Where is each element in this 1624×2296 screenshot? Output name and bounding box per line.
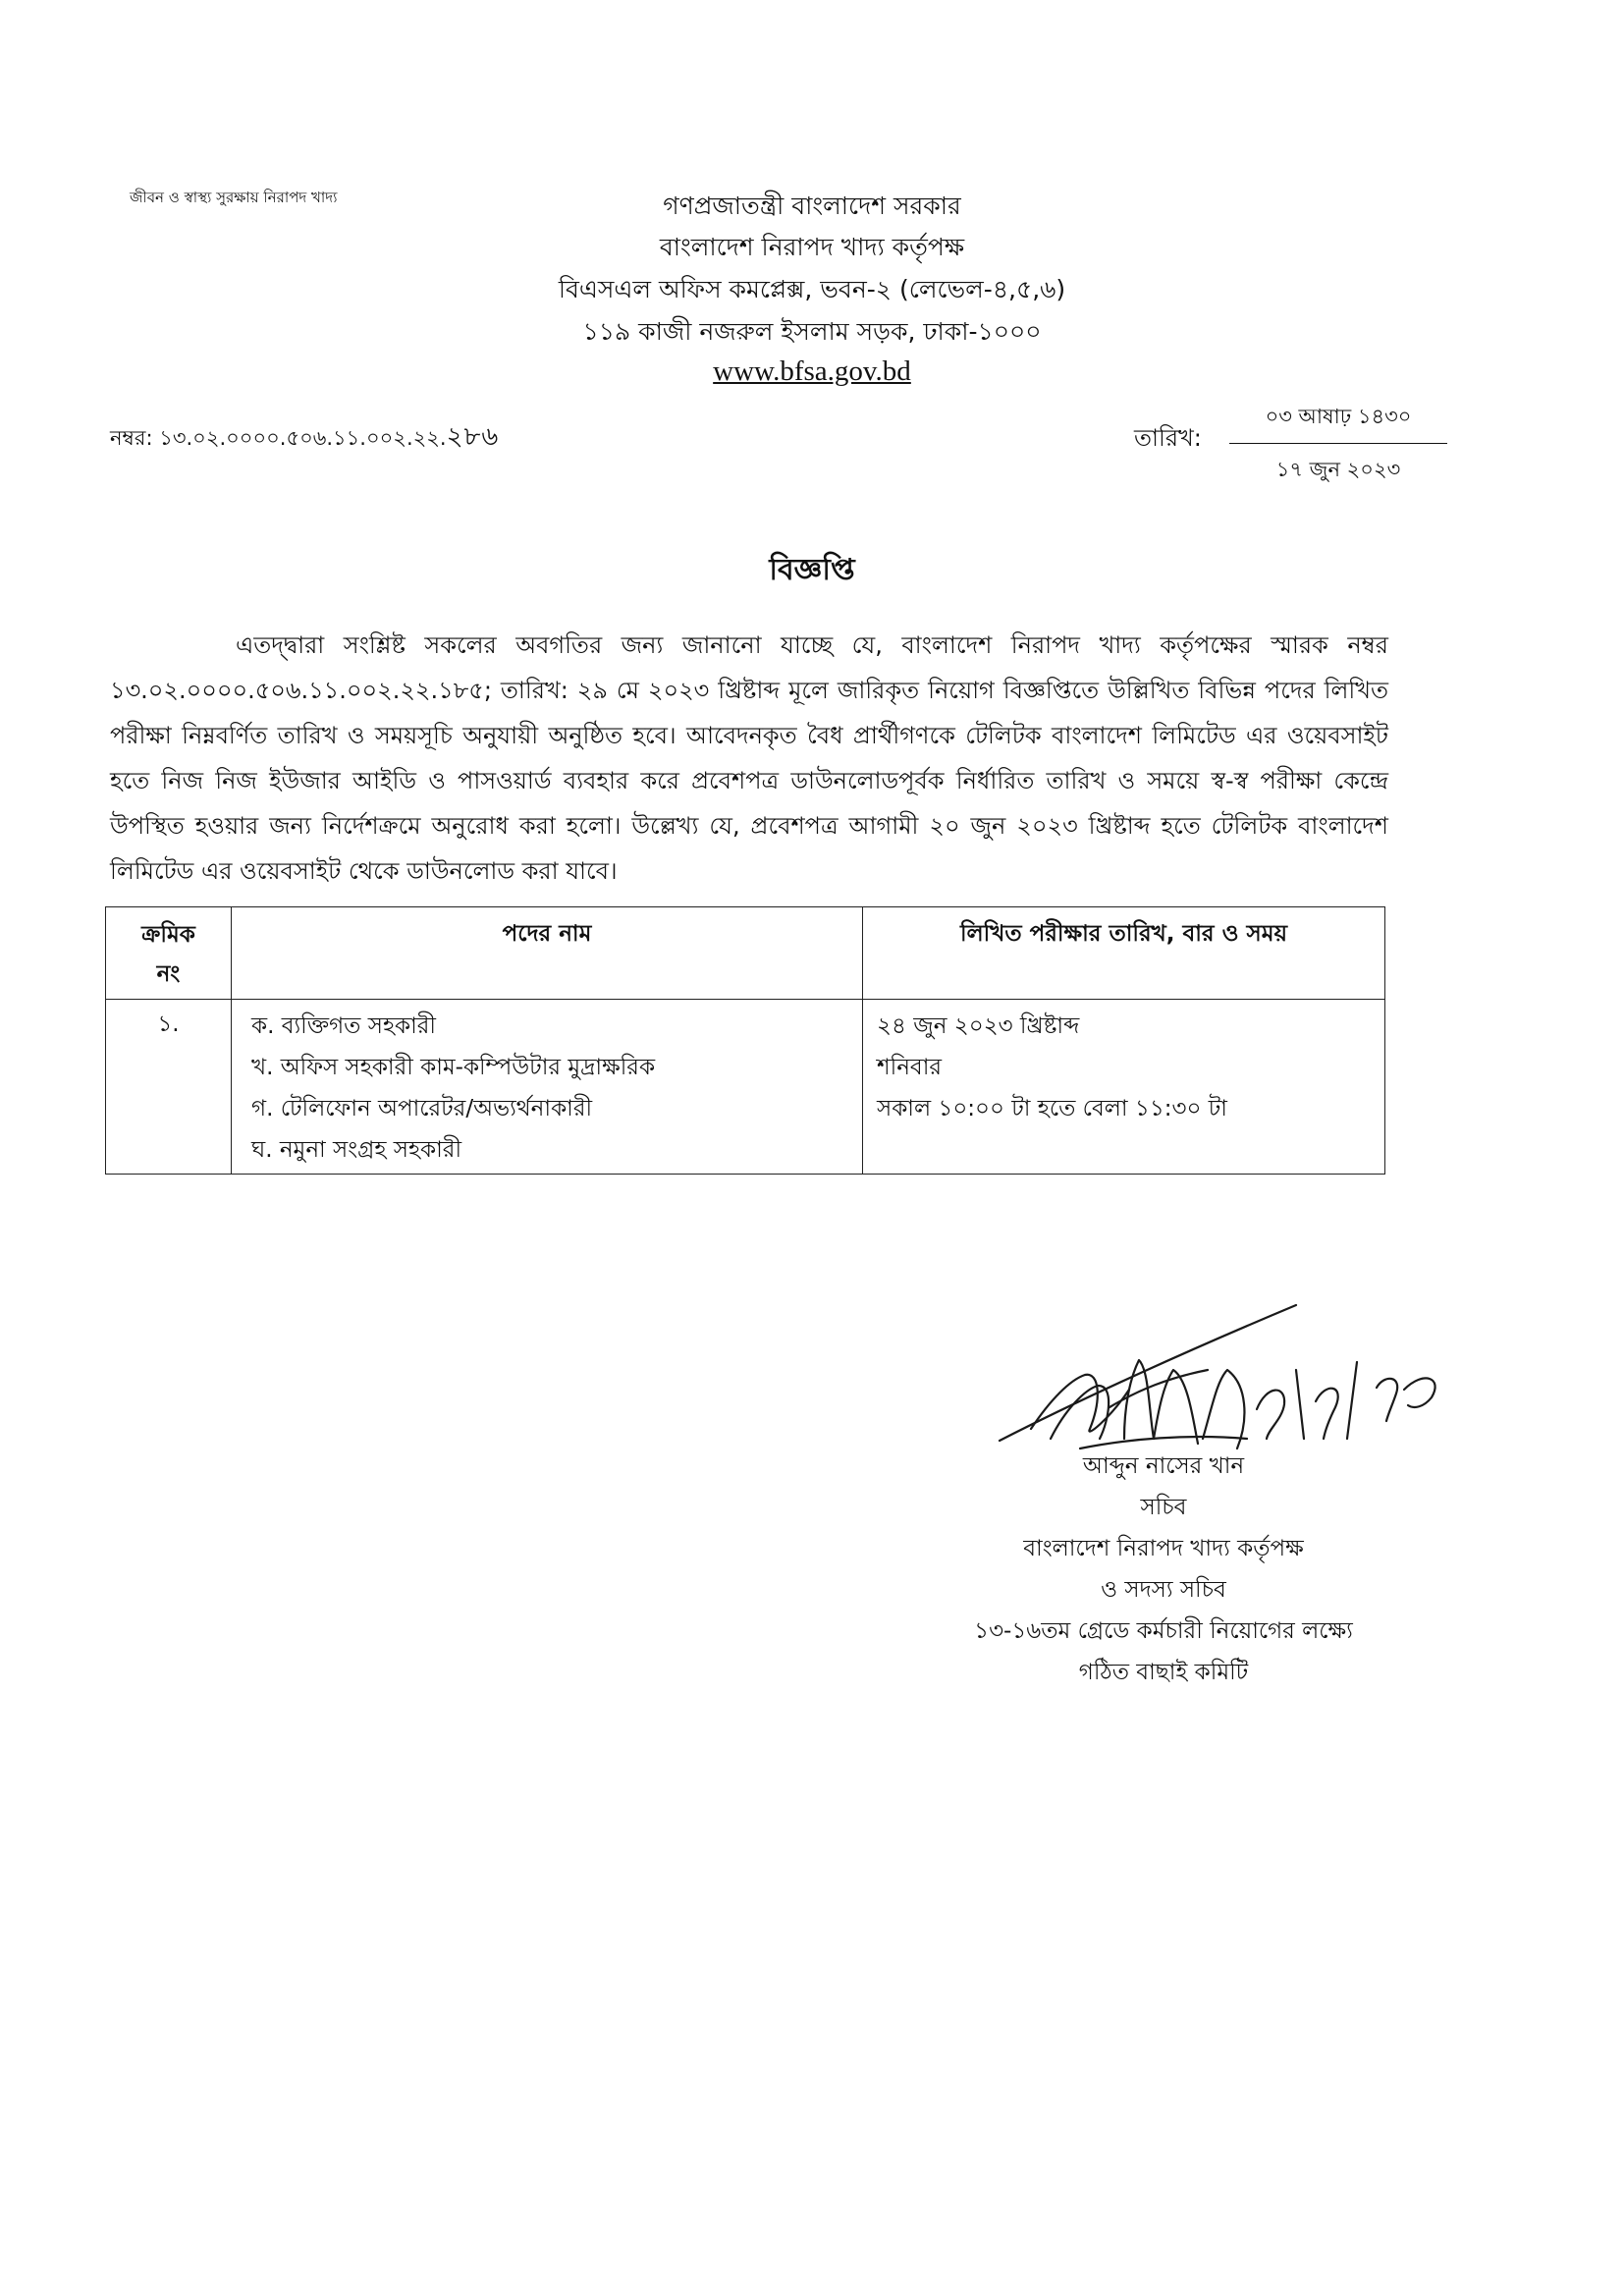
- header-authority: বাংলাদেশ নিরাপদ খাদ্য কর্তৃপক্ষ: [659, 233, 965, 261]
- notice-title: বিজ্ঞপ্তি: [769, 553, 855, 587]
- header-schedule: লিখিত পরীক্ষার তারিখ, বার ও সময়: [863, 907, 1385, 1000]
- table-header-row: [106, 907, 1385, 1000]
- notice-body: এতদ্দ্বারা সংশ্লিষ্ট সকলের অবগতির জন্য জানানো যাচ্ছে যে, বাংলাদেশ নিরাপদ খাদ্য কর্তৃপক্ষের স্মারক নম্বর ১৩.০২.০০০০.৫০৬.১১.০০২.২২.১৮৫; তারিখ: ২৯ মে ২০২৩ খ্রিষ্টাব্দ মূলে জারিকৃত নিয়োগ বিজ্ঞপ্তিতে উল্লিখিত বিভিন্ন পদের লিখিত পরীক্ষা নিম্নবর্ণিত তারিখ ও সময়সূচি অনুযায়ী অনুষ্ঠিত হবে। আবেদনকৃত বৈধ প্রার্থীগণকে টেলিটক বাংলাদেশ লিমিটেড এর ওয়েবসাইট হতে নিজ নিজ ইউজার আইডি ও পাসওয়ার্ড ব্যবহার করে প্রবেশপত্র ডাউনলোডপূর্বক নির্ধারিত তারিখ ও সময়ে স্ব-স্ব পরীক্ষা কেন্দ্রে উপস্থিত হওয়ার জন্য নির্দেশক্রমে অনুরোধ করা হলো। উল্লেখ্য যে, প্রবেশপত্র আগামী ২০ জুন ২০২৩ খ্রিষ্টাব্দ হতে টেলিটক বাংলাদেশ লিমিটেড এর ওয়েবসাইট থেকে ডাউনলোড করা যাবে।: [110, 631, 1388, 885]
- header-government: গণপ্রজাতন্ত্রী বাংলাদেশ সরকার: [663, 191, 961, 220]
- date-bangla: ০৩ আষাঢ় ১৪৩০: [1265, 405, 1412, 428]
- signatory-role: ও সদস্য সচিব: [1101, 1577, 1226, 1603]
- header-serial-line2: নং: [156, 961, 181, 987]
- post-item: গ. টেলিফোন অপারেটর/অভ্যর্থনাকারী: [251, 1096, 593, 1121]
- memo-number: [110, 416, 499, 460]
- exam-time: সকাল ১০:০০ টা হতে বেলা ১১:৩০ টা: [877, 1096, 1227, 1121]
- schedule-table: [105, 906, 1385, 1175]
- signatory-name: আব্দুন নাসের খান: [1082, 1453, 1245, 1479]
- signatory-organization: বাংলাদেশ নিরাপদ খাদ্য কর্তৃপক্ষ: [1023, 1536, 1304, 1561]
- post-item: ঘ. নমুনা সংগ্রহ সহকারী: [251, 1137, 462, 1163]
- signatory-designation: সচিব: [1140, 1495, 1187, 1520]
- row-serial: ১.: [106, 1000, 232, 1175]
- exam-day: শনিবার: [877, 1055, 943, 1080]
- memo-handwritten-number: ২৮৬: [446, 422, 500, 452]
- header-serial: [106, 907, 232, 1000]
- committee-line2: গঠিত বাছাই কমিটি: [1078, 1660, 1249, 1685]
- post-item: খ. অফিস সহকারী কাম-কম্পিউটার মুদ্রাক্ষরিক: [251, 1055, 656, 1080]
- date-label: তারিখ:: [1134, 424, 1202, 452]
- signature-block: [884, 1446, 1443, 1693]
- header-serial-line1: ক্রমিক: [141, 922, 195, 948]
- date-block: [1229, 401, 1447, 488]
- row-schedule: [863, 1000, 1385, 1175]
- row-posts: [232, 1000, 863, 1175]
- memo-prefix: নম্বর: ১৩.০২.০০০০.৫০৬.১১.০০২.২২.: [110, 426, 447, 450]
- post-item: ক. ব্যক্তিগত সহকারী: [251, 1013, 437, 1039]
- header-website-link[interactable]: www.bfsa.gov.bd: [713, 355, 911, 387]
- header-address-line2: ১১৯ কাজী নজরুল ইসলাম সড়ক, ঢাকা-১০০০: [582, 317, 1042, 346]
- table-row: [106, 1000, 1385, 1175]
- date-gregorian: ১৭ জুন ২০২৩: [1275, 458, 1401, 481]
- header-post: পদের নাম: [232, 907, 863, 1000]
- committee-line1: ১৩-১৬তম গ্রেডে কর্মচারী নিয়োগের লক্ষ্যে: [974, 1618, 1353, 1644]
- header-address-line1: বিএসএল অফিস কমপ্লেক্স, ভবন-২ (লেভেল-৪,৫,৬): [558, 275, 1066, 303]
- slogan: জীবন ও স্বাস্থ্য সুরক্ষায় নিরাপদ খাদ্য: [130, 189, 338, 206]
- exam-date: ২৪ জুন ২০২৩ খ্রিষ্টাব্দ: [877, 1013, 1080, 1039]
